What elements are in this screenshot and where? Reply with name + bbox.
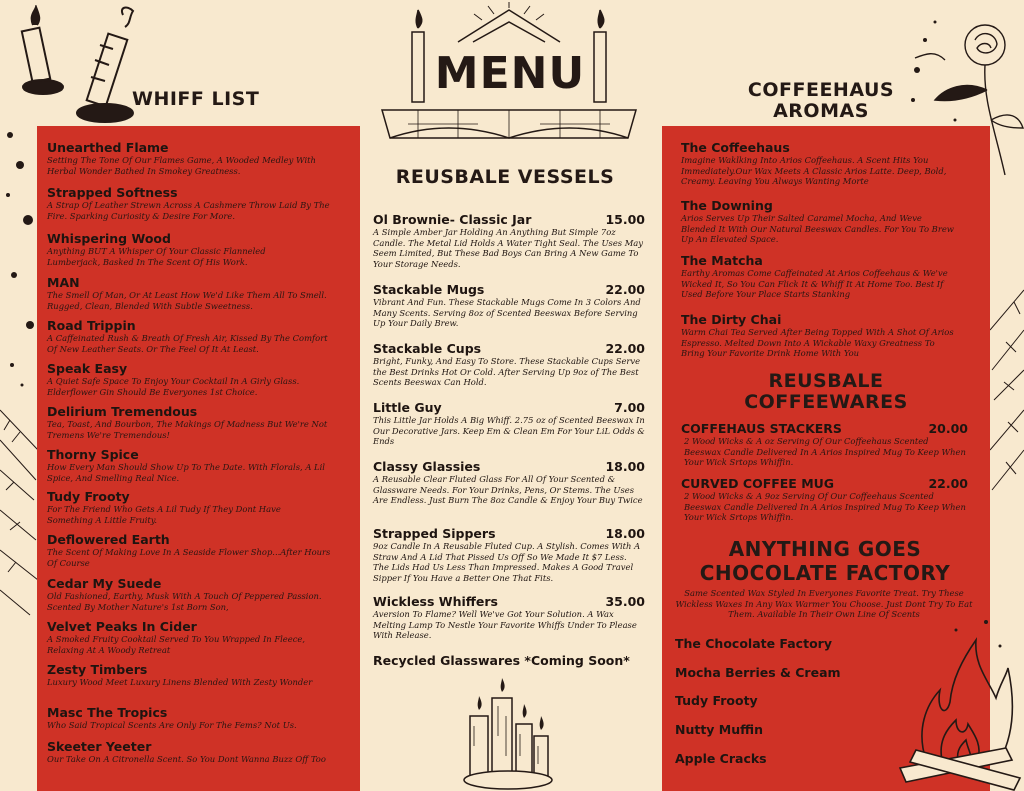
whiff-item-masc-the-tropics [47,705,342,731]
item-name: The Coffeehaus [681,140,790,155]
item-desc: Anything BUT A Whisper Of Your Classic Flanneled Lumberjack, Basked In The Scent Of His Work. [47,246,266,267]
item-desc: Arios Serves Up Their Salted Caramel Mocha, And Weve Blended It With Our Natural Beeswax Candles. For You To Brew Up An Elevated Space. [681,213,954,245]
item-name: Stackable Mugs [373,282,485,297]
item-desc: Who Said Tropical Scents Are Only For The Fems? Not Us. [47,720,297,730]
coffeehaus-item-the-dirty-chai [681,312,956,359]
item-name: The Downing [681,198,773,213]
item-name: The Matcha [681,253,763,268]
item-name: Zesty Timbers [47,662,148,677]
item-desc: Tea, Toast, And Bourbon, The Makings Of Madness But We're Not Tremens We're Tremendous! [47,419,328,440]
coffeehaus-heading [716,80,926,122]
chocolate-item-nutty-muffin: Nutty Muffin [675,722,763,737]
item-desc: Vibrant And Fun. These Stackable Mugs Come In 3 Colors And Many Scents. Serving 8oz of Scented Beeswax Before Serving Up Your Daily Brew. [373,297,641,329]
item-desc: A Smoked Fruity Cooktail Served To You Wrapped In Fleece, Relaxing At A Woody Retreat [47,634,306,655]
item-name: Whispering Wood [47,231,171,246]
candle-cluster-illustration [460,676,555,791]
chocolate-heading-line2: CHOCOLATE FACTORY [699,561,951,585]
item-desc: Setting The Tone Of Our Flames Game, A Wooded Medley With Herbal Wonder Bathed In Smokey Greatness. [47,155,316,176]
chocolate-item-the-chocolate-factory: The Chocolate Factory [675,636,832,651]
item-desc: The Smell Of Man, Or At Least How We'd Like Them All To Smell. Rugged, Clean, Blended With Subtle Sweetness. [47,290,327,311]
whiff-item-zesty-timbers [47,662,322,688]
item-name: Thorny Spice [47,447,139,462]
item-name: Tudy Frooty [47,489,130,504]
whiff-item-velvet-peaks-in-cider [47,619,342,655]
item-desc: Imagine Waklking Into Arios Coffeehaus. A Scent Hits You Immediately.Our Wax Meets A Classic Arios Latte. Deep, Bold, Creamy. Leaving You Always Wanting Morte [681,155,947,187]
whiff-item-strapped-softness [47,185,332,221]
campfire-illustration [896,610,1024,791]
vessel-item-classic-jar [373,212,645,269]
candles-illustration-left [5,5,145,130]
item-name: Stackable Cups [373,341,482,356]
item-name: Strapped Softness [47,185,178,200]
chocolate-item-tudy-frooty: Tudy Frooty [675,693,758,708]
whiff-item-skeeter-yeeter [47,739,327,765]
coffeehaus-item-the-matcha [681,253,956,300]
whiff-item-thorny-spice [47,447,332,483]
menu-title: MENU [434,48,586,99]
chocolate-factory-description: Same Scented Wax Styled In Everyones Favorite Treat. Try These Wickless Waxes In Any Wax Warmer You Choose. Just Dont Try To Eat Them. Available In Their Own Line Of Scents [675,588,973,620]
item-desc: A Simple Amber Jar Holding An Anything But Simple 7oz Candle. The Metal Lid Holds A Water Tight Seal. The Uses May Seem Limited, But These Bad Boys Can Bring A New Game To Your Storage Needs. [373,227,644,269]
item-name: Classy Glassies [373,459,481,474]
coffeewares-heading-line1: REUSBALE [768,370,884,392]
item-desc: Earthy Aromas Come Caffeinated At Arios Coffeehaus & We've Wicked It, So You Can Flick It & Whiff It At Home Too. Best If Used Before Your Place Starts Stanking [681,268,948,300]
item-desc: Our Take On A Citronella Scent. So You Dont Wanna Buzz Off Too [47,754,326,764]
coffeehaus-heading-line2: AROMAS [773,100,869,122]
whiff-item-unearthed-flame [47,140,322,176]
whiff-item-road-trippin [47,318,337,354]
item-name: Cedar My Suede [47,576,162,591]
coffeehaus-item-the-coffeehaus [681,140,956,187]
item-name: Masc The Tropics [47,705,168,720]
vessel-item-stackable-cups [373,341,645,388]
item-desc: 2 Wood Wicks & A 9oz Serving Of Our Coffeehaus Scented Beeswax Candle Delivered In A Arios Inspired Mug To Keep When Your Wick Srtops Whiffin. [684,491,966,523]
chocolate-heading-line1: ANYTHING GOES [728,537,922,561]
coffeeware-item-coffehaus-stackers [681,421,968,468]
item-name: Wickless Whiffers [373,594,498,609]
item-price: 20.00 [928,421,968,436]
ink-splatter-left [0,125,40,395]
coffeehaus-item-the-downing [681,198,956,245]
vessel-item-little-guy [373,400,645,447]
whiff-item-delirium-tremendous [47,404,342,440]
item-desc: How Every Man Should Show Up To The Date. With Florals, A Lil Spice, And Smelling Real Nice. [47,462,325,483]
item-name: Deflowered Earth [47,532,170,547]
item-price: 22.00 [928,476,968,491]
recycled-glasswares-note: Recycled Glasswares *Coming Soon* [373,653,630,668]
whiff-item-whispering-wood [47,231,307,267]
item-name: Speak Easy [47,361,128,376]
reusable-coffeewares-heading [716,371,936,413]
item-price: 35.00 [605,594,645,609]
item-price: 18.00 [605,459,645,474]
coffeewares-heading-line2: COFFEEWARES [744,391,908,413]
coffeehaus-heading-line1: COFFEEHAUS [747,79,895,101]
item-name: MAN [47,275,80,290]
item-name: Velvet Peaks In Cider [47,619,197,634]
item-name: Strapped Sippers [373,526,496,541]
whiff-item-man [47,275,337,311]
item-desc: The Scent Of Making Love In A Seaside Flower Shop...After Hours Of Course [47,547,331,568]
item-name: Skeeter Yeeter [47,739,152,754]
item-name: Ol Brownie- Classic Jar [373,212,532,227]
item-desc: Bright, Funky, And Easy To Store. These Stackable Cups Serve the Best Drinks Hot Or Cold. After Serving Up 9oz of The Best Scents Beeswax Can Hold. [373,356,641,388]
item-desc: Aversion To Flame? Well We've Got Your Solution. A Wax Melting Lamp To Nestle Your Favorite Whiffs Under To Please With Release. [373,609,637,641]
chocolate-item-mocha-berries-cream: Mocha Berries & Cream [675,665,841,680]
item-desc: Warm Chai Tea Served After Being Topped With A Shot Of Arios Espresso. Melted Down Into A Wickable Waxy Greatness To Bring Your Favorite Drink Home With You [681,327,954,359]
dried-leaves-left [0,390,40,620]
whiff-item-speak-easy [47,361,342,397]
chocolate-factory-heading [680,537,970,585]
chocolate-item-apple-cracks: Apple Cracks [675,751,767,766]
item-desc: A Quiet Safe Space To Enjoy Your Cocktail In A Girly Glass. Elderflower Gin Should Be Everyones 1st Choice. [47,376,300,397]
item-desc: 9oz Candle In A Reusable Fluted Cup. A Stylish. Comes With A Straw And A Lid That Pissed Us Off So We Made It $7 Less. The Lids Had Us Less Than Impressed. Makes A Good Travel Sipper If You Have a Better One That Fits. [373,541,641,583]
whiff-item-deflowered-earth [47,532,337,568]
item-name: Road Trippin [47,318,136,333]
item-name: Delirium Tremendous [47,404,198,419]
item-desc: A Strap Of Leather Strewn Across A Cashmere Throw Laid By The Fire. Sparking Curiosity & Desire For More. [47,200,330,221]
item-price: 22.00 [605,341,645,356]
vessel-item-strapped-sippers [373,526,645,583]
item-desc: A Reusable Clear Fluted Glass For All Of Your Scented & Glassware Needs. For Your Drinks, Pens, Or Stems. The Uses Are Endless. Just Burn The 8oz Candle & Enjoy Your Buy Twice [373,474,643,506]
vessel-item-stackable-mugs [373,282,645,329]
coffeeware-item-curved-coffee-mug [681,476,968,523]
dried-leaves-right [990,280,1024,520]
vessel-item-classy-glassies [373,459,645,506]
item-desc: This Little Jar Holds A Big Whiff. 2.75 oz of Scented Beeswax In Our Decorative Jars. Keep Em & Clean Em For Your LiL Odds & Ends [373,415,645,447]
item-price: 15.00 [605,212,645,227]
item-name: The Dirty Chai [681,312,782,327]
whiff-list-heading: WHIFF LIST [132,88,260,110]
whiff-item-tudy-frooty [47,489,322,525]
item-name: CURVED COFFEE MUG [681,476,835,491]
item-name: Unearthed Flame [47,140,169,155]
item-price: 22.00 [605,282,645,297]
item-desc: For The Friend Who Gets A Lil Tudy If They Dont Have Something A Little Fruity. [47,504,281,525]
item-desc: A Caffeinated Rush & Breath Of Fresh Air, Kissed By The Comfort Of New Leather Seats. Or The Feel Of It At Least. [47,333,328,354]
item-price: 7.00 [614,400,645,415]
item-desc: Old Fashioned, Earthy, Musk With A Touch Of Peppered Passion. Scented By Mother Nature's 1st Born Son, [47,591,322,612]
item-desc: Luxury Wood Meet Luxury Linens Blended With Zesty Wonder [47,677,313,687]
item-price: 18.00 [605,526,645,541]
vessel-item-wickless-whiffers [373,594,645,641]
reusable-vessels-heading: REUSBALE VESSELS [395,166,615,188]
item-name: Little Guy [373,400,442,415]
whiff-item-cedar-my-suede [47,576,332,612]
item-desc: 2 Wood Wicks & A oz Serving Of Our Coffeehaus Scented Beeswax Candle Delivered In A Arios Inspired Mug To Keep When Your Wick Srtops Whiffin. [684,436,966,468]
item-name: COFFEHAUS STACKERS [681,421,842,436]
